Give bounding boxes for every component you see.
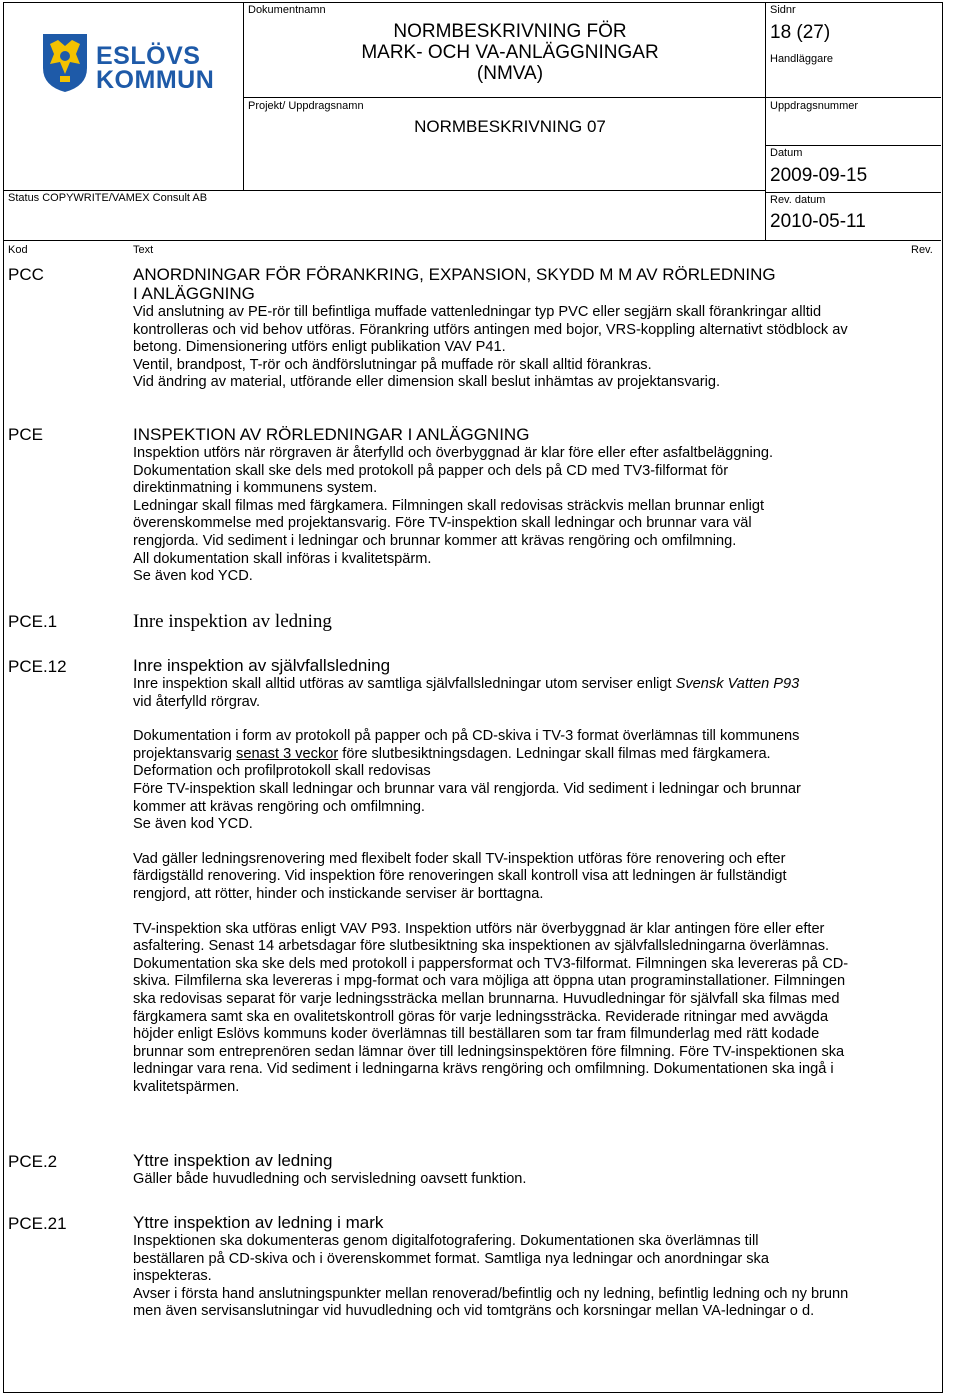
rev-date-label: Rev. datum [770, 194, 826, 206]
pce-1-heading: Inre inspektion av ledning [133, 611, 332, 632]
doc-title [330, 21, 690, 84]
doc-title-line1: NORMBESKRIVNING FÖR [393, 21, 627, 42]
pce-12-line: kvalitetspärmen. [133, 1078, 240, 1095]
header-divider-left [243, 2, 244, 190]
pce-12-line: asfaltering. Senast 14 arbetsdagar före slutbesiktning ska inspektionen av självfallsledningarna överlämnas. [133, 938, 830, 955]
pce-12-line: brunnar som entreprenören sedan lämnar över till ledningsinspektören före filmning. Före TV-inspektionen ska [133, 1043, 845, 1060]
pce-12-line: ledningar vara rena. Vid sediment i ledningarna krävs rengöring och omfilmning. Dokumentationen ska ingå i [133, 1061, 834, 1078]
pce-12-text: före slutbesiktningsdagen. Ledningar skall filmas med färgkamera. [338, 745, 771, 762]
pce-12-line: ska redovisas separat för varje ledningssträcka mellan brunnarna. Huvudledningar för självfall ska filmas med [133, 990, 840, 1007]
code-pce-12: PCE.12 [8, 657, 67, 676]
header-rule-2 [765, 145, 941, 146]
section-pce [133, 425, 933, 586]
pce-12-line: TV-inspektion ska utföras enligt VAV P93. Inspektion utförs när överbyggnad är klar antingen före eller efter [133, 920, 825, 937]
header-divider-right [765, 2, 766, 240]
crest-icon [40, 30, 90, 94]
pce-heading: INSPEKTION AV RÖRLEDNINGAR I ANLÄGGNING [133, 425, 530, 444]
pce-12-line: Före TV-inspektion skall ledningar och brunnar vara väl rengjorda. Vid sediment i ledningar och brunnar [133, 780, 801, 797]
pce-21-heading: Yttre inspektion av ledning i mark [133, 1213, 384, 1232]
pce-line: Ledningar skall filmas med färgkamera. Filmningen skall redovisas sträckvis mellan brunnar enligt [133, 497, 765, 514]
date-value: 2009-09-15 [770, 165, 868, 186]
pce-line: Inspektion utförs när rörgraven är återfylld och överbyggnad är klar före eller efter asfaltbeläggning. [133, 445, 774, 461]
page-number: 18 (27) [770, 22, 831, 43]
pce-12-line: Se även kod YCD. [133, 816, 253, 833]
pce-12-line: höjder enligt Eslövs kommuns koder överlämnas till beställaren som tar fram filmunderlag med rätt kodade [133, 1026, 820, 1043]
pce-line: rengjorda. Vid sediment i ledningar och brunnar kommer att krävas rengöring och omfilmning. [133, 532, 737, 549]
assignment-label: Uppdragsnummer [770, 100, 859, 112]
code-pcc: PCC [8, 265, 44, 284]
deadline-underlined: senast 3 veckor [236, 745, 339, 762]
pce-line: All dokumentation skall införas i kvalitetspärm. [133, 550, 432, 567]
pce-2-heading: Yttre inspektion av ledning [133, 1151, 333, 1170]
project-value: NORMBESKRIVNING 07 [414, 117, 606, 136]
pcc-line: betong. Dimensionering utförs enligt publikation VAV P41. [133, 339, 506, 356]
pce-12-line: rengjord, att rötter, hinder och instickande serviser är borttagna. [133, 885, 544, 902]
code-pce-2: PCE.2 [8, 1152, 58, 1171]
doc-title-line3: (NMVA) [476, 63, 544, 84]
pce-12-line: färgkamera samt ska en ovalitetskontroll göras för varje ledningssträcka. Reviderade ritningar med avvägda [133, 1008, 829, 1025]
pce-21-line: Avser i första hand anslutningspunkter mellan renoverad/befintlig och ny ledning, befintlig ledning och ny brunn [133, 1285, 849, 1302]
pce-12-line: Deformation och profilprotokoll skall redovisas [133, 763, 431, 780]
header-rule-3 [3, 190, 766, 191]
pce-21-line: inspekteras. [133, 1268, 212, 1285]
pce-line: direktinmatning i kommunens system. [133, 480, 378, 497]
section-pce-12 [133, 656, 933, 1096]
municipality-logo [40, 30, 90, 99]
municipality-name-line1: ESLÖVS [96, 42, 201, 70]
pce-12-line: vid återfylld rörgrav. [133, 693, 261, 710]
code-pce-21: PCE.21 [8, 1214, 67, 1233]
pcc-heading-line1: ANORDNINGAR FÖR FÖRANKRING, EXPANSION, SKYDD M M AV RÖRLEDNING [133, 265, 776, 284]
column-header-text: Text [133, 244, 154, 256]
header-rule-4 [765, 192, 941, 193]
doc-name-label: Dokumentnamn [248, 4, 326, 16]
pce-12-text: Inre inspektion skall alltid utföras av samtliga självfallsledningar utom serviser enligt [133, 676, 676, 692]
reference-svensk-vatten: Svensk Vatten P93 [675, 676, 800, 692]
pce-12-line [133, 746, 933, 764]
pce-line: överenskommelse med projektansvarig. Före TV-inspektion skall ledningar och brunnar vara väl [133, 515, 752, 532]
rev-date-value: 2010-05-11 [770, 211, 866, 232]
pce-12-line: Dokumentation i form av protokoll på papper och på CD-skiva i TV-3 format överlämnas till kommunens [133, 728, 800, 745]
pce-2-line: Gäller både huvudledning och servisledning oavsett funktion. [133, 1171, 527, 1187]
doc-title-line2: MARK- OCH VA-ANLÄGGNINGAR [361, 42, 659, 63]
date-label: Datum [770, 147, 803, 159]
pce-line: Se även kod YCD. [133, 568, 253, 585]
pce-21-line: beställaren på CD-skiva och i överenskommet format. Samtliga nya ledningar och anordningar ska [133, 1250, 769, 1267]
pce-21-line: Inspektionen ska dokumenteras genom digitalfotografering. Dokumentationen ska överlämnas till [133, 1233, 759, 1249]
pcc-line: Ventil, brandpost, T-rör och ändförslutningar på muffade rör skall alltid förankras. [133, 356, 652, 373]
pcc-line: Vid ändring av material, utförande eller dimension skall beslut inhämtas av projektansvarig. [133, 374, 721, 391]
header-rule-1 [243, 97, 941, 98]
pce-12-text: projektansvarig [133, 745, 237, 762]
pcc-line: kontrolleras och vid behov utföras. Förankring utförs antingen med bojor, VRS-koppling alternativt stödblock av [133, 321, 848, 338]
pce-12-line: Vad gäller ledningsrenovering med flexibelt foder skall TV-inspektion utföras före renovering och efter [133, 850, 786, 867]
pce-line: Dokumentation skall ske dels med protokoll på papper och dels på CD med TV3-filformat för [133, 462, 729, 479]
section-pce-21 [133, 1213, 933, 1321]
page-label: Sidnr [770, 4, 796, 16]
column-header-rev: Rev. [911, 244, 933, 256]
pcc-line: Vid anslutning av PE-rör till befintliga muffade vattenledningar typ PVC eller segjärn skall förankringar alltid [133, 304, 822, 320]
pce-12-line: kommer att krävas rengöring och omfilmning. [133, 798, 425, 815]
project-label: Projekt/ Uppdragsnamn [248, 100, 364, 112]
municipality-name-line2: KOMMUN [96, 66, 215, 94]
pce-12-line [133, 676, 933, 694]
pce-21-line: men även servisanslutningar vid huvudledning och vid tomtgräns och korsningar mellan VA-ledningar o d. [133, 1303, 815, 1320]
pce-12-line: Dokumentation ska ske dels med protokoll i pappersformat och TV3-filformat. Filmningen ska levereras på CD- [133, 955, 849, 972]
section-pce-2 [133, 1151, 933, 1189]
code-pce-1: PCE.1 [8, 612, 58, 631]
column-header-code: Kod [8, 244, 28, 256]
header-rule-5 [3, 240, 941, 241]
handler-label: Handläggare [770, 53, 833, 65]
pcc-heading-line2: I ANLÄGGNING [133, 284, 255, 303]
code-pce: PCE [8, 425, 43, 444]
pce-12-line: skiva. Filmfilerna ska levereras i mpg-format och vara möjliga att öppna utan programinstallationer. Filmningen [133, 973, 846, 990]
section-pcc [133, 265, 933, 392]
pce-12-line: färdigställd renovering. Vid inspektion före renoveringen skall kontroll visa att ledningen är fullständigt [133, 868, 787, 885]
status-label: Status COPYWRITE/VAMEX Consult AB [8, 192, 208, 204]
pce-12-heading: Inre inspektion av självfallsledning [133, 656, 391, 675]
